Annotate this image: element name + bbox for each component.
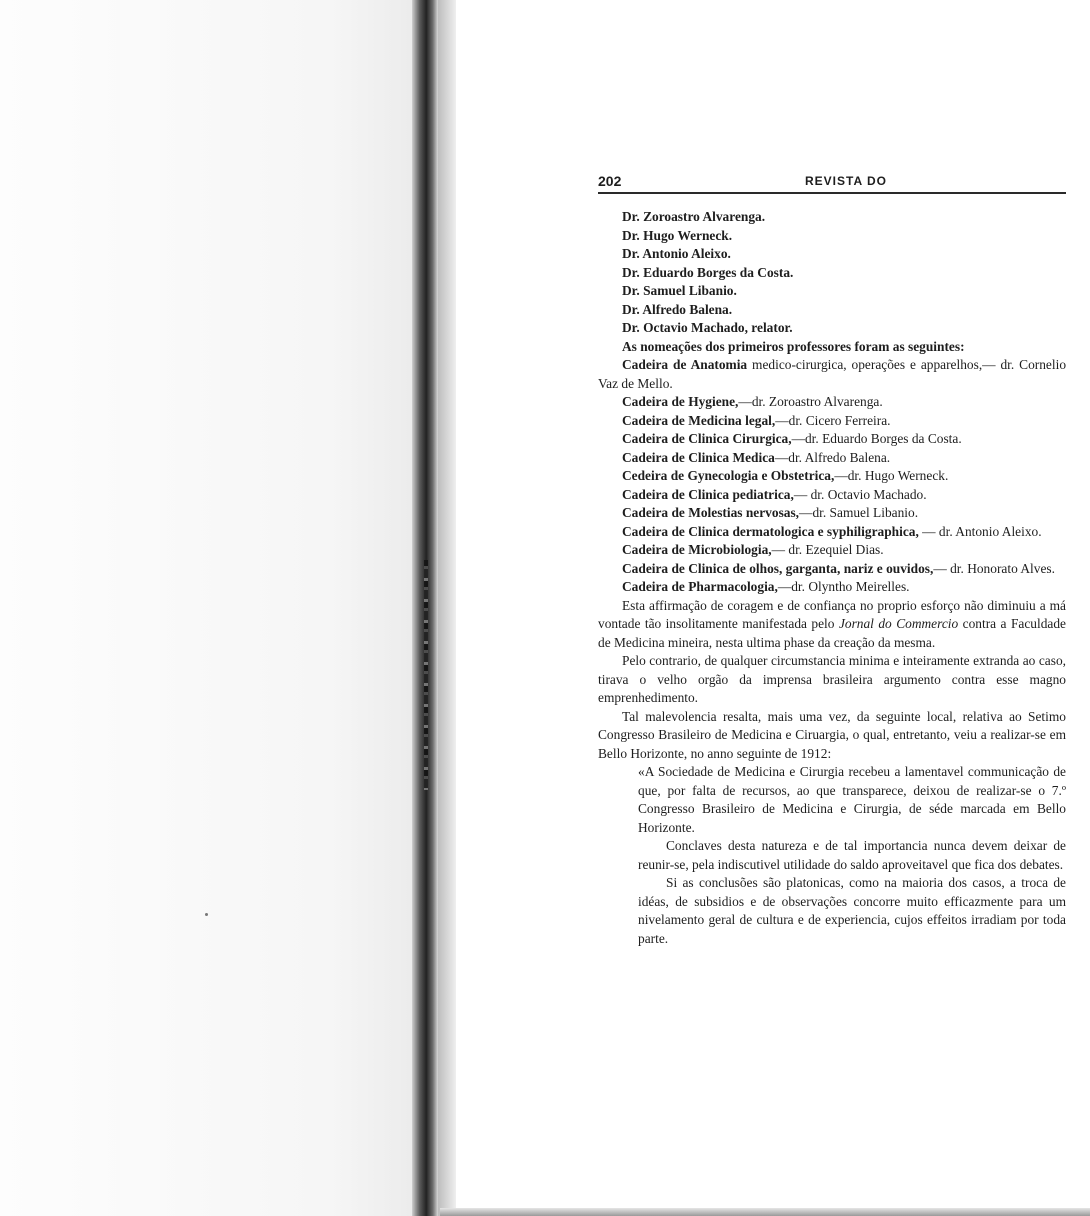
spine-gutter — [438, 0, 456, 1216]
chair-subject: Cadeira de Medicina legal, — [622, 412, 776, 428]
chair-entry — [598, 560, 1066, 579]
chair-rest: —dr. Olyntho Meirelles. — [777, 579, 910, 594]
page-bottom-edge — [440, 1208, 1090, 1216]
paper-speck — [205, 913, 208, 916]
board-list — [598, 208, 1066, 338]
chair-subject: Cadeira de Clinica Medica — [622, 449, 775, 465]
journal-title: Jornal do Commercio — [838, 616, 959, 631]
chair-subject: Cadeira de Clinica Cirurgica, — [622, 431, 792, 446]
chair-entry — [598, 541, 1066, 560]
chair-rest: — dr. Antonio Aleixo. — [918, 523, 1042, 539]
chair-entry — [598, 486, 1066, 505]
chairs-list — [598, 356, 1066, 597]
page-number: 202 — [598, 173, 622, 189]
journal-after: contra a Faculdade de Medicina mineira, nesta ultima phase da creação da mesma. — [598, 616, 1066, 650]
chair-entry — [598, 467, 1066, 486]
chair-rest: —dr. Samuel Libanio. — [799, 505, 919, 520]
chair-entry — [598, 430, 1066, 449]
chair-subject: Cadeira de Clinica pediatrica, — [622, 486, 794, 502]
chair-subject: Cadeira de Anatomia — [622, 357, 748, 372]
body-text — [598, 208, 1066, 948]
chair-entry — [598, 356, 1066, 393]
chair-entry — [598, 393, 1066, 412]
chair-subject: Cadeira de Hygiene, — [622, 394, 739, 409]
board-member: Dr. Hugo Werneck. — [622, 227, 733, 243]
journal-before: Esta affirmação de coragem e de confiança no proprio esforço não diminuiu a má vontade tão insolitamente manifestada pelo — [598, 597, 1066, 631]
intro-line: As nomeações dos primeiros professores foram as seguintes: — [622, 338, 965, 354]
chair-subject: Cadeira de Microbiologia, — [622, 542, 772, 557]
chair-rest: —dr. Zoroastro Alvarenga. — [738, 394, 883, 409]
chair-rest: — dr. Honorato Alves. — [933, 560, 1055, 576]
quote-paragraph: Conclaves desta natureza e de tal importancia nunca devem deixar de reunir-se, pela indiscutivel utilidade do saldo aproveitavel que fica dos debates. — [638, 838, 1066, 872]
page-edge-mark — [424, 560, 428, 790]
chair-rest: —dr. Cicero Ferreira. — [775, 412, 891, 428]
paragraph-contrary: Pelo contrario, de qualquer circumstancia minima e inteiramente extranda ao caso, tirava o velho orgão da imprensa brasileira argumento contra esse magno emprenhedimento. — [598, 653, 1066, 705]
page-header — [598, 170, 1066, 194]
board-member: Dr. Antonio Aleixo. — [622, 246, 731, 261]
chair-rest: — dr. Octavio Machado. — [793, 486, 927, 502]
paragraph-journal — [598, 597, 1066, 653]
chair-rest: medico-cirurgica, operações e apparelhos,— dr. Cornelio Vaz de Mello. — [598, 357, 1067, 391]
quoted-block — [598, 763, 1066, 948]
left-page-blank — [0, 0, 412, 1216]
quote-paragraph: «A Sociedade de Medicina e Cirurgia recebeu a lamentavel communicação de que, por falta de recursos, ao que transparece, deixou de realizar-se o 7.º Congresso Brasileiro de Medicina e Cirurgia, de séde marcada em Bello Horizonte. — [638, 764, 1066, 835]
chair-subject: Cadeira de Pharmacologia, — [622, 579, 778, 594]
chair-subject: Cadeira de Molestias nervosas, — [622, 505, 800, 520]
paragraph-malevolence: Tal malevolencia resalta, mais uma vez, da seguinte local, relativa ao Setimo Congresso Brasileiro de Medicina e Ciruargia, o qual, entretanto, veiu a realizar-se em Bello Horizonte, no anno seguinte de 1912: — [598, 708, 1066, 761]
chair-entry — [598, 449, 1066, 468]
chair-entry — [598, 523, 1066, 542]
chair-entry — [598, 578, 1066, 597]
chair-rest: —dr. Alfredo Balena. — [774, 449, 891, 465]
board-member: Dr. Zoroastro Alvarenga. — [622, 209, 766, 224]
board-member: Dr. Samuel Libanio. — [622, 283, 737, 298]
chair-rest: —dr. Eduardo Borges da Costa. — [791, 431, 962, 446]
chair-rest: — dr. Ezequiel Dias. — [771, 542, 884, 557]
chair-subject: Cedeira de Gynecologia e Obstetrica, — [622, 468, 835, 483]
chair-entry — [598, 412, 1066, 431]
board-member: Dr. Alfredo Balena. — [622, 301, 733, 317]
running-head: REVISTA DO — [805, 174, 888, 188]
board-member: Dr. Eduardo Borges da Costa. — [622, 264, 794, 280]
quote-paragraph: Si as conclusões são platonicas, como na maioria dos casos, a troca de idéas, de subsidios e de observações concorre muito efficazmente para um nivelamento geral de cultura e de experiencia, cujos effeitos irradiam por toda parte. — [638, 875, 1066, 946]
chair-entry — [598, 504, 1066, 523]
chair-subject: Cadeira de Clinica de olhos, garganta, nariz e ouvidos, — [622, 560, 934, 576]
chair-subject: Cadeira de Clinica dermatologica e syphiligraphica, — [622, 523, 919, 539]
chair-rest: —dr. Hugo Werneck. — [834, 468, 949, 483]
board-member: Dr. Octavio Machado, relator. — [622, 320, 793, 335]
